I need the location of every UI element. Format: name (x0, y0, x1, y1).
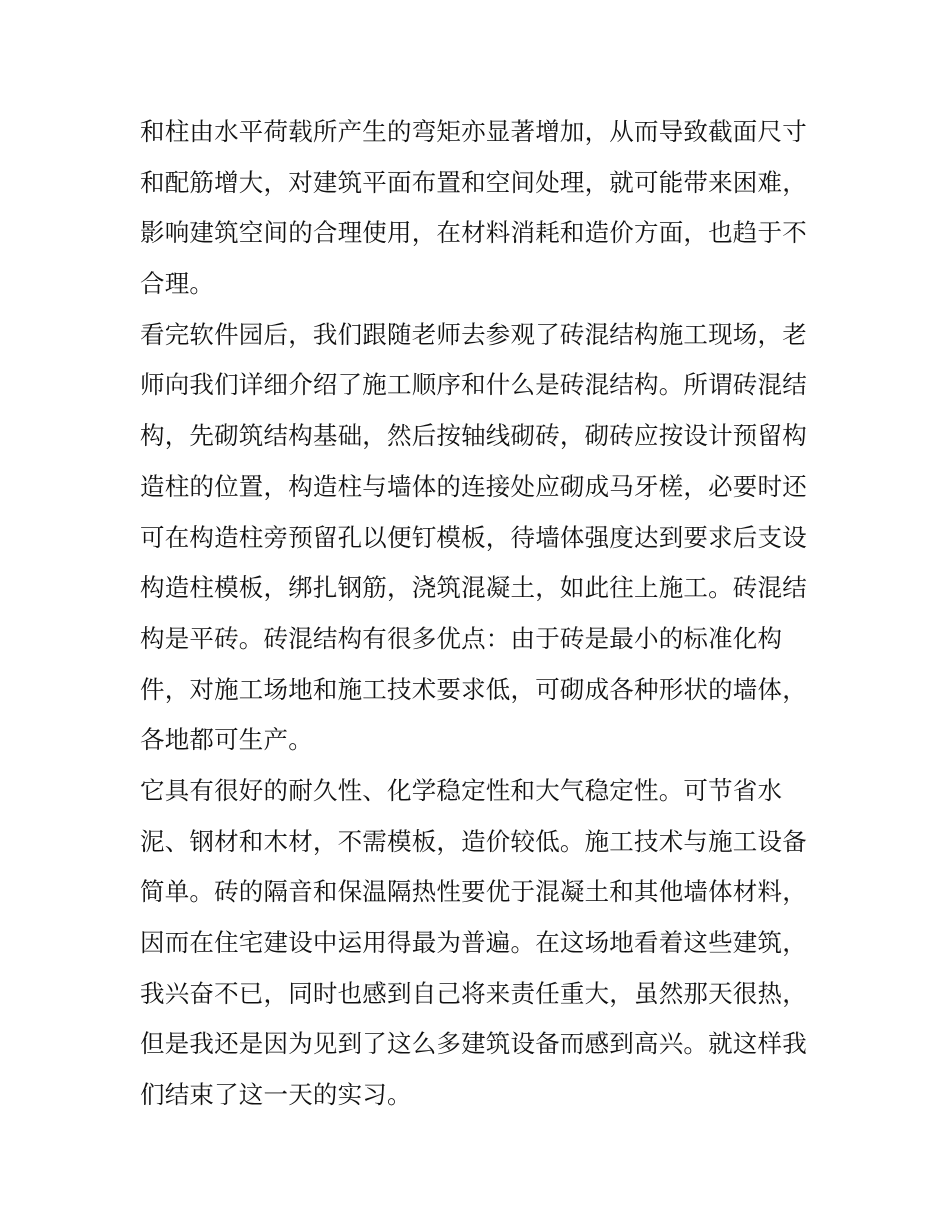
text-line: 造柱的位置，构造柱与墙体的连接处应砌成马牙槎，必要时还 (140, 471, 807, 501)
body-text (140, 107, 830, 1121)
text-line: 和配筋增大，对建筑平面布置和空间处理，就可能带来困难， (140, 167, 807, 197)
text-line: 构造柱模板，绑扎钢筋，浇筑混凝土，如此往上施工。砖混结 (140, 573, 807, 603)
text-line: 泥、钢材和木材，不需模板，造价较低。施工技术与施工设备 (140, 826, 807, 856)
text-line: 因而在住宅建设中运用得最为普遍。在这场地看着这些建筑， (140, 928, 807, 957)
text-line: 构是平砖。砖混结构有很多优点：由于砖是最小的标准化构 (140, 623, 783, 653)
text-line: 简单。砖的隔音和保温隔热性要优于混凝土和其他墙体材料， (140, 877, 807, 907)
text-line: 可在构造柱旁预留孔以便钉模板，待墙体强度达到要求后支设 (140, 522, 807, 552)
text-line: 们结束了这一天的实习。 (140, 1080, 412, 1110)
text-line: 它具有很好的耐久性、化学稳定性和大气稳定性。可节省水 (140, 775, 783, 805)
text-line: 各地都可生产。 (140, 725, 313, 755)
text-line: 构，先砌筑结构基础，然后按轴线砌砖，砌砖应按设计预留构 (140, 421, 807, 451)
text-line: 件，对施工场地和施工技术要求低，可砌成各种形状的墙体， (140, 674, 807, 704)
text-line: 影响建筑空间的合理使用，在材料消耗和造价方面，也趋于不 (140, 218, 807, 248)
text-line: 但是我还是因为见到了这么多建筑设备而感到高兴。就这样我 (140, 1029, 807, 1059)
text-line: 看完软件园后，我们跟随老师去参观了砖混结构施工现场，老 (140, 319, 807, 349)
text-line: 和柱由水平荷载所产生的弯矩亦显著增加，从而导致截面尺寸 (140, 117, 807, 146)
text-line: 我兴奋不已，同时也感到自己将来责任重大，虽然那天很热， (140, 978, 807, 1008)
text-line: 合理。 (140, 269, 215, 299)
text-line: 师向我们详细介绍了施工顺序和什么是砖混结构。所谓砖混结 (140, 370, 807, 400)
